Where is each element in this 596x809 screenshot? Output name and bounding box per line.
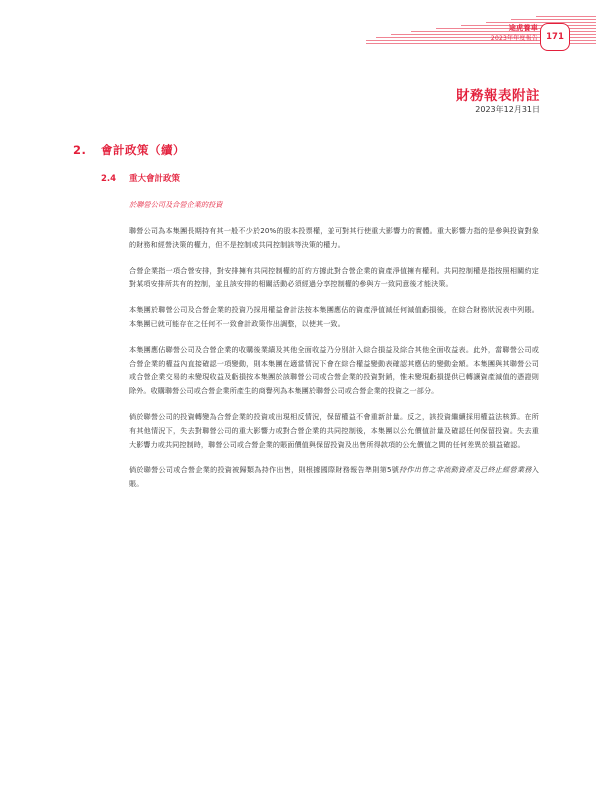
report-name: 2023年年度報告 (490, 35, 538, 42)
heading-2-number: 2. (73, 143, 87, 157)
paragraph: 聯營公司為本集團長期持有其一般不少於20%的股本投票權，並可對其行使重大影響力的實體。重大影響力指的是參與投資對象的財務和經營決策的權力，但不是控制或共同控制該等決策的權力。 (129, 226, 539, 249)
heading-3-number: 2.4 (101, 174, 117, 184)
heading-3-title: 重大會計政策 (129, 174, 181, 184)
paragraph: 合營企業指一項合營安排，對安排擁有共同控制權的訂約方據此對合營企業的資產淨值擁有權利。共同控制權是指按照相關約定對某項安排所共有的控制，並且該安排的相關活動必須經過分享控制權的參與方一致同意後才能決策。 (129, 265, 539, 289)
brand-name: 途虎養車 (508, 24, 538, 32)
paragraph-last (129, 463, 539, 491)
body-text (129, 224, 539, 503)
standard-title: 持作出售之非流動資產及已終止經營業務 (399, 465, 532, 475)
heading-2-title: 會計政策（續） (101, 143, 185, 157)
paragraph-text: 倘於聯營公司或合營企業的投資被歸類為持作出售，則根據國際財務報告準則第5號 (129, 465, 400, 475)
section-title: 財務報表附註 (456, 88, 540, 104)
heading-level-2 (73, 142, 185, 158)
paragraph-text: 入賬。 (129, 465, 539, 489)
paragraph: 本集團應佔聯營公司及合營企業的收購後業績及其他全面收益乃分別計入綜合損益及綜合其他全面收益表。此外，當聯營公司或合營企業的權益內直接確認一項變動，則本集團在適當情況下會在綜合權益變動表確認其應佔的變動金額。本集團與其聯營公司或合營企業交易的未變現收益及虧損按本集團於該聯營公司或合營企業的投資對銷，惟未變現虧損提供已轉讓資產減值的憑證則除外。收購聯營公司或合營企業所產生的商譽列為本集團於聯營公司或合營企業的投資之一部分。 (129, 344, 539, 396)
page-number-badge: 171 (540, 23, 570, 51)
paragraph: 倘於聯營公司的投資轉變為合營企業的投資或出現相反情況，保留權益不會重新計量。反之，該投資繼續採用權益法核算。在所有其他情況下，失去對聯營公司的重大影響力或對合營企業的共同控制後，本集團以公允價值計量及確認任何保留投資。失去重大影響力或共同控制時，聯營公司或合營企業的賬面價值與保留投資及出售所得款項的公允價值之間的任何差異於損益確認。 (129, 411, 539, 449)
paragraph: 本集團於聯營公司及合營企業的投資乃採用權益會計法按本集團應佔的資產淨值減任何減值虧損後，在綜合財務狀況表中列賬。本集團已就可能存在之任何不一致會計政策作出調整，以使其一致。 (129, 305, 539, 328)
heading-level-3 (101, 172, 180, 184)
subheading: 於聯營公司及合營企業的投資 (129, 200, 223, 209)
section-date: 2023年12月31日 (475, 105, 540, 114)
